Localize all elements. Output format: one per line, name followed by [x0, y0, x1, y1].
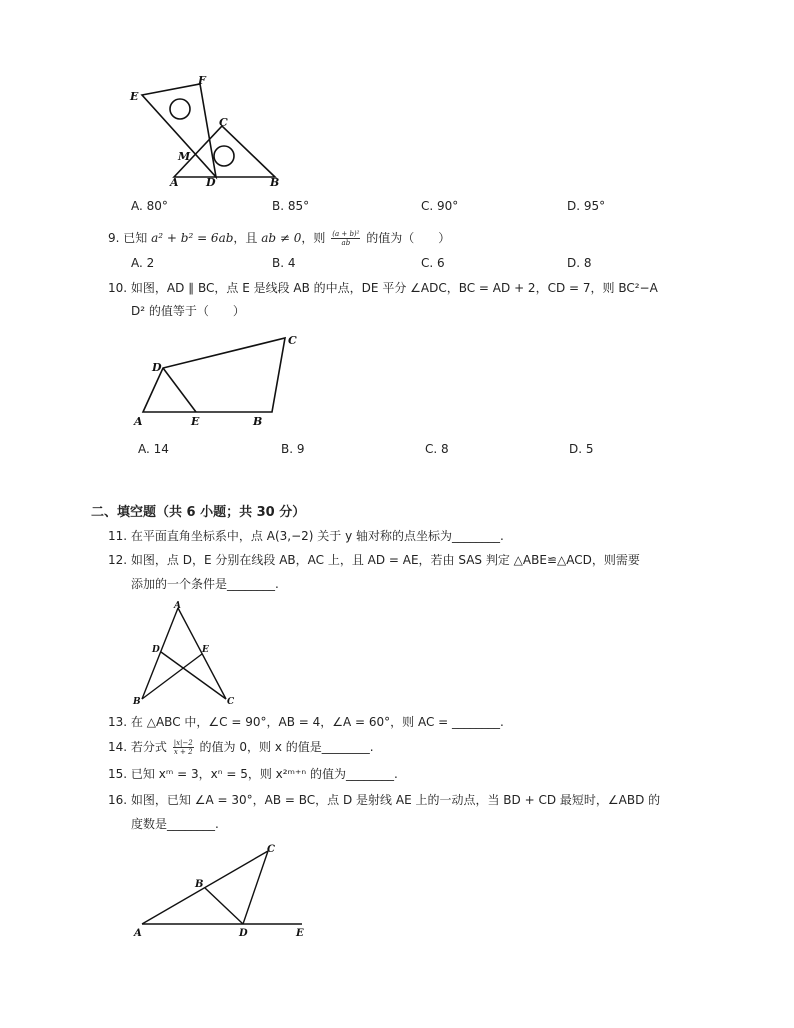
q9-option-d[interactable]: D. 8	[567, 256, 592, 270]
label-m: M	[178, 150, 191, 163]
label-c: C	[227, 697, 235, 707]
q9-option-c[interactable]: C. 6	[421, 256, 445, 270]
label-e: E	[130, 90, 139, 103]
label-f: F	[198, 74, 206, 87]
fraction-numerator: |x|−2	[173, 739, 193, 747]
label-a: A	[174, 601, 181, 611]
question-text: 在 △ABC 中，∠C = 90°，AB = 4，∠A = 60°，则 AC = ________.	[130, 715, 504, 729]
question-number: 15.	[108, 767, 128, 781]
section-heading: 二、填空题（共 6 小题；共 30 分）	[91, 505, 306, 520]
q8-option-b[interactable]: B. 85°	[272, 199, 310, 213]
question-9	[108, 229, 450, 247]
label-d: D	[152, 361, 162, 374]
label-e: E	[191, 415, 200, 428]
q9-option-b[interactable]: B. 4	[272, 256, 296, 270]
label-d: D	[206, 176, 216, 189]
label-a: A	[134, 415, 143, 428]
label-e: E	[202, 645, 209, 655]
question-text: ，且	[233, 231, 262, 245]
label-a: A	[134, 928, 142, 939]
q8-option-c[interactable]: C. 90°	[421, 199, 459, 213]
label-c: C	[219, 116, 228, 129]
fraction-denominator: ab	[341, 239, 351, 247]
q8-option-d[interactable]: D. 95°	[567, 199, 606, 213]
question-13	[108, 713, 504, 731]
question-text-line1: 如图，已知 ∠A = 30°，AB = BC，点 D 是射线 AE 上的一动点，当 BD + CD 最短时，∠ABD 的	[130, 793, 661, 807]
question-16	[108, 791, 660, 809]
label-b: B	[253, 415, 263, 428]
fraction-denominator: x + 2	[173, 748, 193, 756]
question-11	[108, 527, 504, 545]
figure-q16	[128, 838, 318, 942]
question-text: 在平面直角坐标系中，点 A(3,−2) 关于 y 轴对称的点坐标为________.	[130, 529, 504, 543]
question-number: 9.	[108, 231, 120, 245]
segment-cd	[243, 851, 268, 924]
question-text: 若分式	[130, 740, 171, 754]
fraction	[331, 230, 360, 247]
label-b: B	[133, 697, 141, 707]
question-text-line2: 度数是________.	[131, 817, 219, 831]
label-d: D	[239, 928, 248, 939]
label-c: C	[288, 334, 297, 347]
label-b: B	[270, 176, 280, 189]
segment-bd	[205, 888, 243, 924]
question-number: 13.	[108, 715, 128, 729]
condition: ab ≠ 0	[261, 231, 302, 245]
question-text-line2: 添加的一个条件是________.	[131, 577, 279, 591]
quadrilateral-adcb	[143, 338, 285, 412]
question-14	[108, 738, 374, 756]
fraction	[173, 739, 194, 756]
segment-cd	[161, 652, 226, 699]
question-16-line2	[131, 815, 219, 833]
q10-option-c[interactable]: C. 8	[425, 442, 449, 456]
question-number: 14.	[108, 740, 128, 754]
q10-option-d[interactable]: D. 5	[569, 442, 594, 456]
question-10	[108, 279, 658, 297]
question-12	[108, 551, 640, 569]
question-number: 16.	[108, 793, 128, 807]
question-number: 11.	[108, 529, 128, 543]
question-text: 已知 xᵐ = 3，xⁿ = 5，则 x²ᵐ⁺ⁿ 的值为________.	[130, 767, 398, 781]
question-text: ，则	[301, 231, 330, 245]
figure-q12	[128, 598, 248, 710]
label-b: B	[195, 879, 204, 890]
question-number: 12.	[108, 553, 128, 567]
label-d: D	[152, 645, 160, 655]
equation: a² + b² = 6ab	[151, 231, 234, 245]
question-text: 的值为 0，则 x 的值是________.	[195, 740, 374, 754]
circle-lower	[214, 146, 234, 166]
figure-q10	[128, 330, 308, 430]
triangle-edf	[142, 84, 216, 177]
circle-upper	[170, 99, 190, 119]
figure-q8	[120, 72, 300, 190]
question-15	[108, 765, 398, 783]
question-number: 10.	[108, 281, 128, 295]
q9-option-a[interactable]: A. 2	[131, 256, 155, 270]
q10-option-a[interactable]: A. 14	[138, 442, 169, 456]
fraction-numerator: (a + b)²	[332, 230, 360, 238]
label-c: C	[267, 844, 275, 855]
question-text: 已知	[123, 231, 152, 245]
segment-ac	[142, 851, 268, 924]
q8-option-a[interactable]: A. 80°	[131, 199, 168, 213]
segment-de	[163, 368, 196, 412]
question-text-line2: D² 的值等于（ ）	[131, 304, 245, 318]
q10-option-b[interactable]: B. 9	[281, 442, 305, 456]
question-text-line1: 如图，点 D，E 分别在线段 AB，AC 上，且 AD = AE，若由 SAS 判定 △ABE≌△ACD，则需要	[130, 553, 640, 567]
question-12-line2	[131, 575, 279, 593]
question-text-line1: 如图，AD ∥ BC，点 E 是线段 AB 的中点，DE 平分 ∠ADC，BC = AD + 2，CD = 7，则 BC²−A	[130, 281, 658, 295]
label-e: E	[296, 928, 304, 939]
question-text: 的值为（ ）	[362, 231, 451, 245]
label-a: A	[170, 176, 179, 189]
question-10-line2	[131, 302, 245, 320]
